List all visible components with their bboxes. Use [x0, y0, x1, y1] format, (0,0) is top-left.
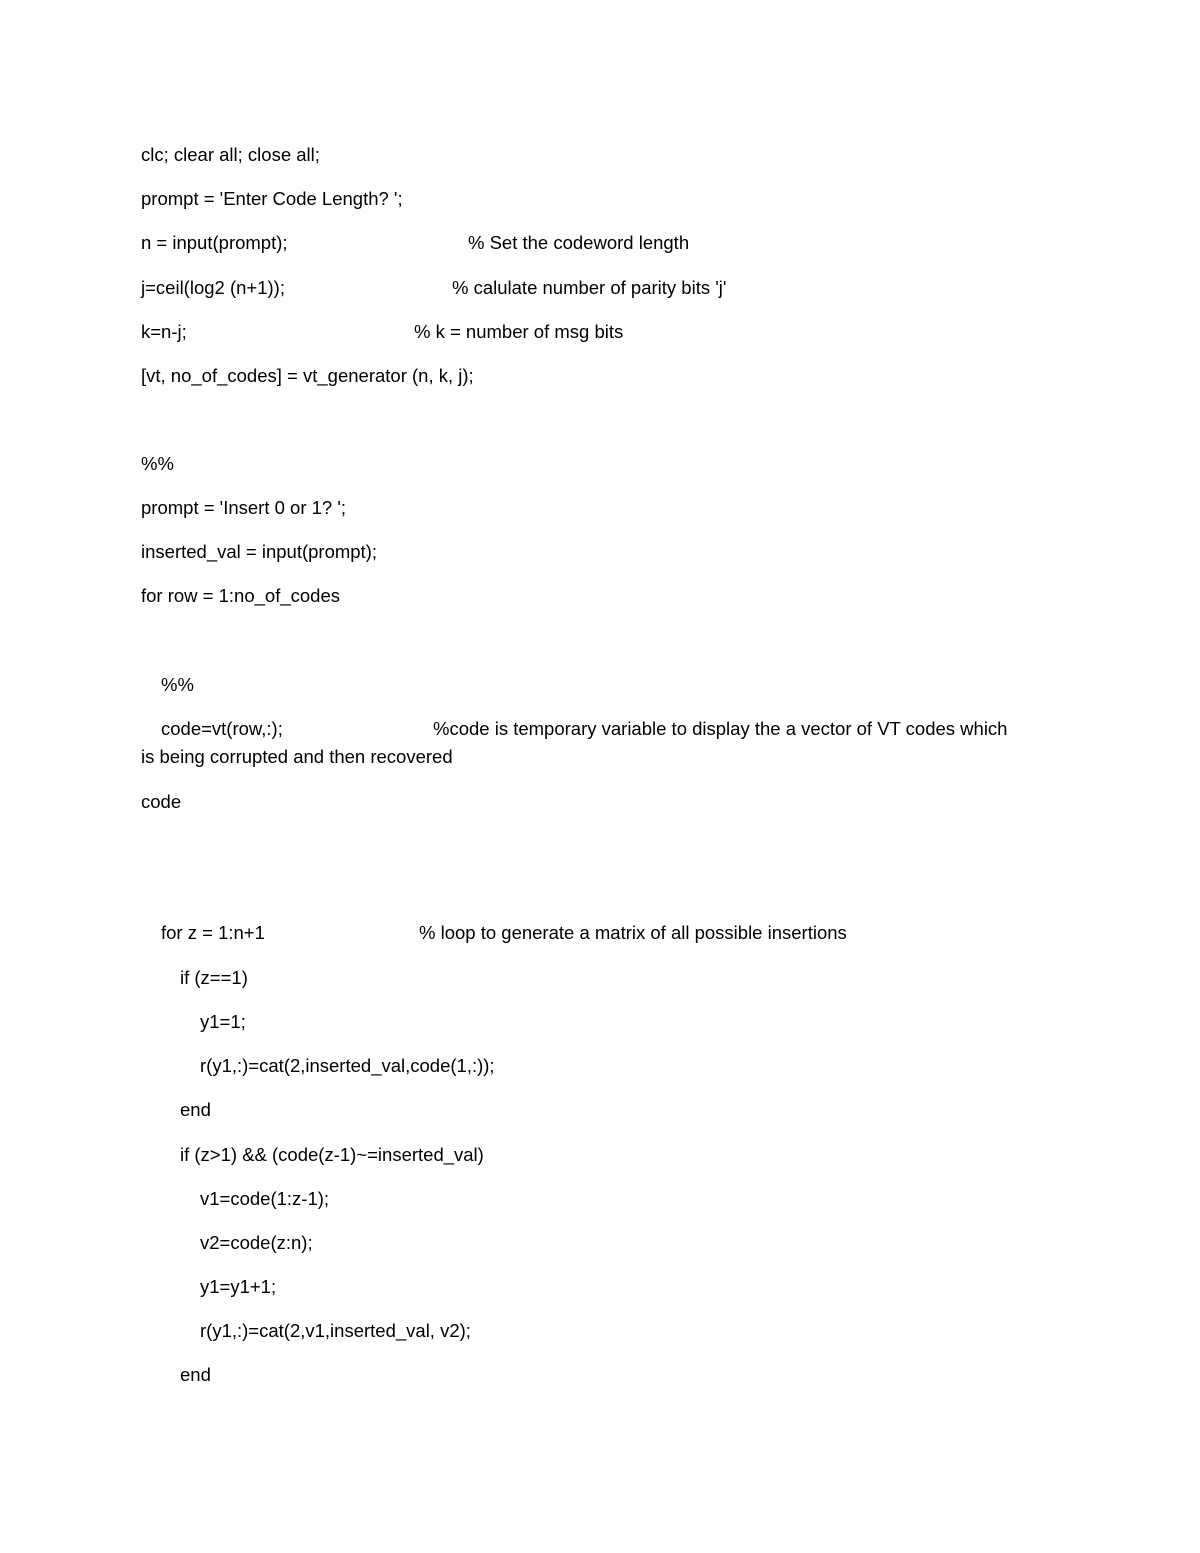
- code-line: [vt, no_of_codes] = vt_generator (n, k, j);: [141, 365, 474, 386]
- code-line: n = input(prompt);: [141, 232, 288, 253]
- code-line: is being corrupted and then recovered: [141, 746, 453, 767]
- code-comment: % k = number of msg bits: [414, 321, 624, 342]
- code-line: clc; clear all; close all;: [141, 144, 320, 165]
- code-line: end: [180, 1364, 211, 1385]
- code-line: r(y1,:)=cat(2,v1,inserted_val, v2);: [200, 1320, 471, 1341]
- code-line: k=n-j;: [141, 321, 187, 342]
- code-comment: %code is temporary variable to display the a vector of VT codes which: [433, 718, 1008, 739]
- code-comment: % loop to generate a matrix of all possible insertions: [419, 922, 847, 943]
- code-comment: % calulate number of parity bits 'j': [452, 277, 727, 298]
- code-line: prompt = 'Insert 0 or 1? ';: [141, 497, 347, 518]
- code-line: if (z>1) && (code(z-1)~=inserted_val): [180, 1144, 484, 1165]
- code-line: if (z==1): [180, 967, 248, 988]
- code-line: code=vt(row,:);: [161, 718, 283, 739]
- code-line: prompt = 'Enter Code Length? ';: [141, 188, 403, 209]
- code-line: end: [180, 1099, 211, 1120]
- code-line: %%: [161, 674, 194, 695]
- code-line: for row = 1:no_of_codes: [141, 585, 341, 606]
- code-line: y1=1;: [200, 1011, 246, 1032]
- code-line: v1=code(1:z-1);: [200, 1188, 330, 1209]
- code-line: code: [141, 791, 182, 812]
- code-line: inserted_val = input(prompt);: [141, 541, 377, 562]
- code-line: r(y1,:)=cat(2,inserted_val,code(1,:));: [200, 1055, 495, 1076]
- code-comment: % Set the codeword length: [468, 232, 690, 253]
- code-line: for z = 1:n+1: [161, 922, 265, 943]
- code-line: y1=y1+1;: [200, 1276, 277, 1297]
- code-line: j=ceil(log2 (n+1));: [141, 277, 285, 298]
- code-line: v2=code(z:n);: [200, 1232, 313, 1253]
- code-line: %%: [141, 453, 174, 474]
